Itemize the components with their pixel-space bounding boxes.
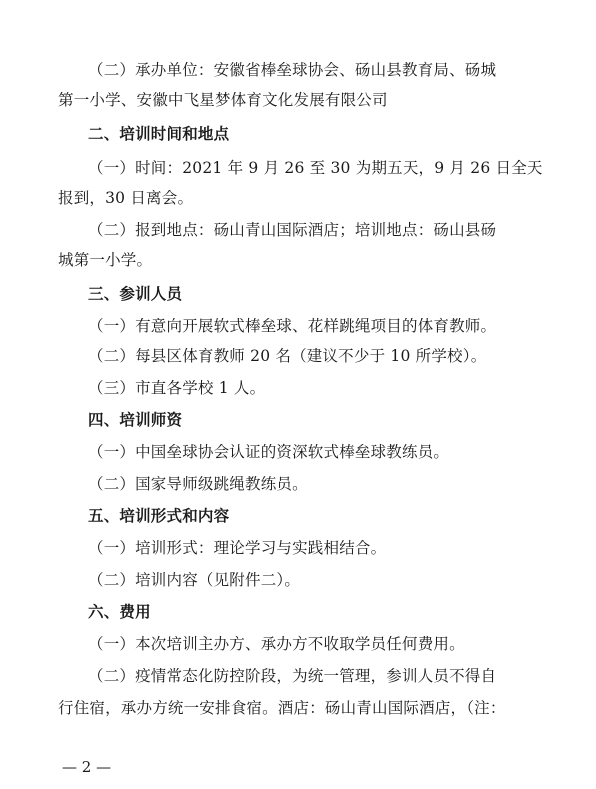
section-heading-time-place: 二、培训时间和地点 <box>88 125 230 143</box>
section-heading-fees: 六、费用 <box>88 603 151 621</box>
paragraph-organizer: （二）承办单位：安徽省棒垒球协会、砀山县教育局、砀城 <box>88 61 497 79</box>
paragraph-format-2: （二）培训内容（见附件二）。 <box>88 571 301 589</box>
paragraph-organizer-cont: 第一小学、安徽中飞星梦体育文化发展有限公司 <box>58 91 388 109</box>
paragraph-participants-3: （三）市直各学校 1 人。 <box>88 379 266 397</box>
paragraph-time-cont: 报到，30 日离会。 <box>58 189 194 207</box>
paragraph-participants-1: （一）有意向开展软式棒垒球、花样跳绳项目的体育教师。 <box>88 317 497 335</box>
paragraph-instructors-1: （一）中国垒球协会认证的资深软式棒垒球教练员。 <box>88 443 450 461</box>
paragraph-fees-1: （一）本次培训主办方、承办方不收取学员任何费用。 <box>88 635 465 653</box>
section-heading-participants: 三、参训人员 <box>88 285 183 303</box>
paragraph-format-1: （一）培训形式：理论学习与实践相结合。 <box>88 539 387 557</box>
paragraph-fees-2: （二）疫情常态化防控阶段，为统一管理，参训人员不得自 <box>88 667 497 685</box>
section-heading-format: 五、培训形式和内容 <box>88 507 230 525</box>
paragraph-fees-2-cont: 行住宿，承办方统一安排食宿。酒店：砀山青山国际酒店，（注： <box>58 699 506 717</box>
paragraph-time: （一）时间：2021 年 9 月 26 至 30 为期五天，9 月 26 日全天 <box>88 159 543 177</box>
section-heading-instructors: 四、培训师资 <box>88 411 183 429</box>
paragraph-participants-2: （二）每县区体育教师 20 名（建议不少于 10 所学校）。 <box>88 347 487 365</box>
page-number: — 2 — <box>62 758 112 776</box>
paragraph-instructors-2: （二）国家导师级跳绳教练员。 <box>88 475 308 493</box>
paragraph-location: （二）报到地点：砀山青山国际酒店；培训地点：砀山县砀 <box>88 221 497 239</box>
paragraph-location-cont: 城第一小学。 <box>58 251 153 269</box>
